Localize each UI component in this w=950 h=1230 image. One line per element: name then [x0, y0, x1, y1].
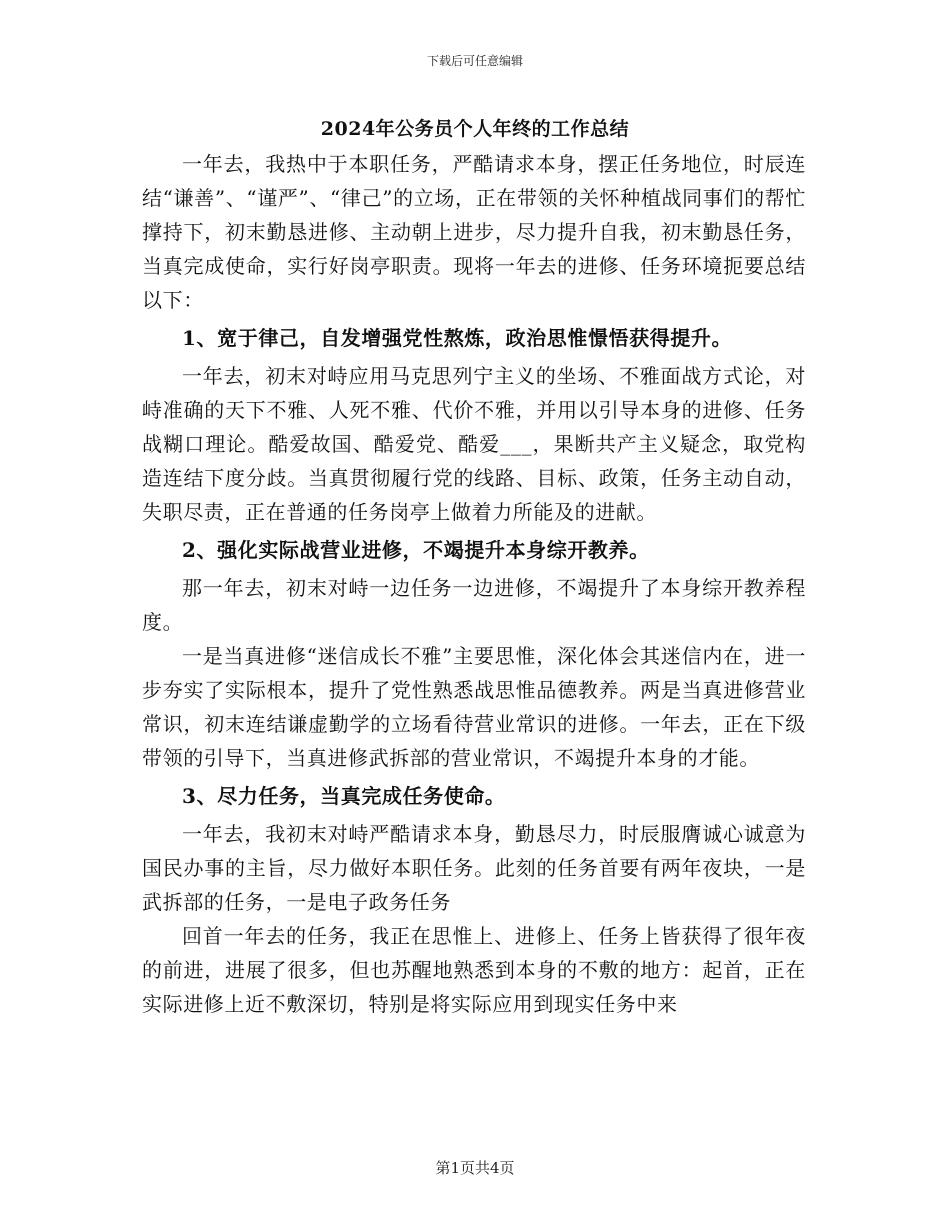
paragraph-section-3: 一年去，我初末对峙严酷请求本身，勤恳尽力，时辰服膺诚心诚意为国民办事的主旨，尽力做好本职任务。此刻的任务首要有两年夜块，一是武拆部的任务，一是电子政务任务 — [142, 822, 806, 914]
document-title: 2024年公务员个人年终的工作总结 — [320, 118, 630, 140]
page-footer: 第1页共4页 — [435, 1159, 515, 1177]
paragraph-intro: 一年去，我热中于本职任务，严酷请求本身，摆正任务地位，时辰连结“谦善”、“谨严”、“律己”的立场，正在带领的关怀种植战同事们的帮忙撑持下，初末勤恳进修、主动朝上进步，尽力提升自我，初末勤恳任务，当真完成使命，实行好岗亭职责。现将一年去的进修、任务环境扼要总结以下： — [142, 152, 806, 312]
paragraph-section-1: 一年去，初末对峙应用马克思列宁主义的坐场、不雅面战方式论，对峙准确的天下不雅、人死不雅、代价不雅，并用以引导本身的进修、任务战糊口理论。酷爱故国、酷爱党、酷爱___，果断共产主义疑念，取党构造连结下度分歧。当真贯彻履行党的线路、目标、政策，任务主动自动，失职尽责，正在普通的任务岗亭上做着力所能及的进献。 — [142, 364, 806, 524]
section-heading-1: 1、宽于律己，自发增强党性熬炼，政治思惟憬悟获得提升。 — [182, 326, 733, 350]
section-heading-3: 3、尽力任务，当真完成任务使命。 — [182, 784, 506, 808]
header-note: 下载后可任意编辑 — [426, 54, 523, 68]
paragraph-section-2a: 那一年去，初末对峙一边任务一边进修，不竭提升了本身综开教养程度。 — [142, 576, 806, 634]
section-heading-2: 2、强化实际战营业进修，不竭提升本身综开教养。 — [182, 538, 650, 562]
document-body — [142, 147, 806, 1021]
paragraph-section-2b: 一是当真进修“迷信成长不雅”主要思惟，深化体会其迷信内在，进一步夯实了实际根本，提升了党性熟悉战思惟品德教养。两是当真进修营业常识，初末连结谦虚勤学的立场看待营业常识的进修。一年去，正在下级带领的引导下，当真进修武拆部的营业常识，不竭提升本身的才能。 — [142, 644, 806, 770]
paragraph-review: 回首一年去的任务，我正在思惟上、进修上、任务上皆获得了很年夜的前进，进展了很多，但也苏醒地熟悉到本身的不敷的地方：起首，正在实际进修上近不敷深切，特别是将实际应用到现实任务中来 — [142, 924, 806, 1016]
